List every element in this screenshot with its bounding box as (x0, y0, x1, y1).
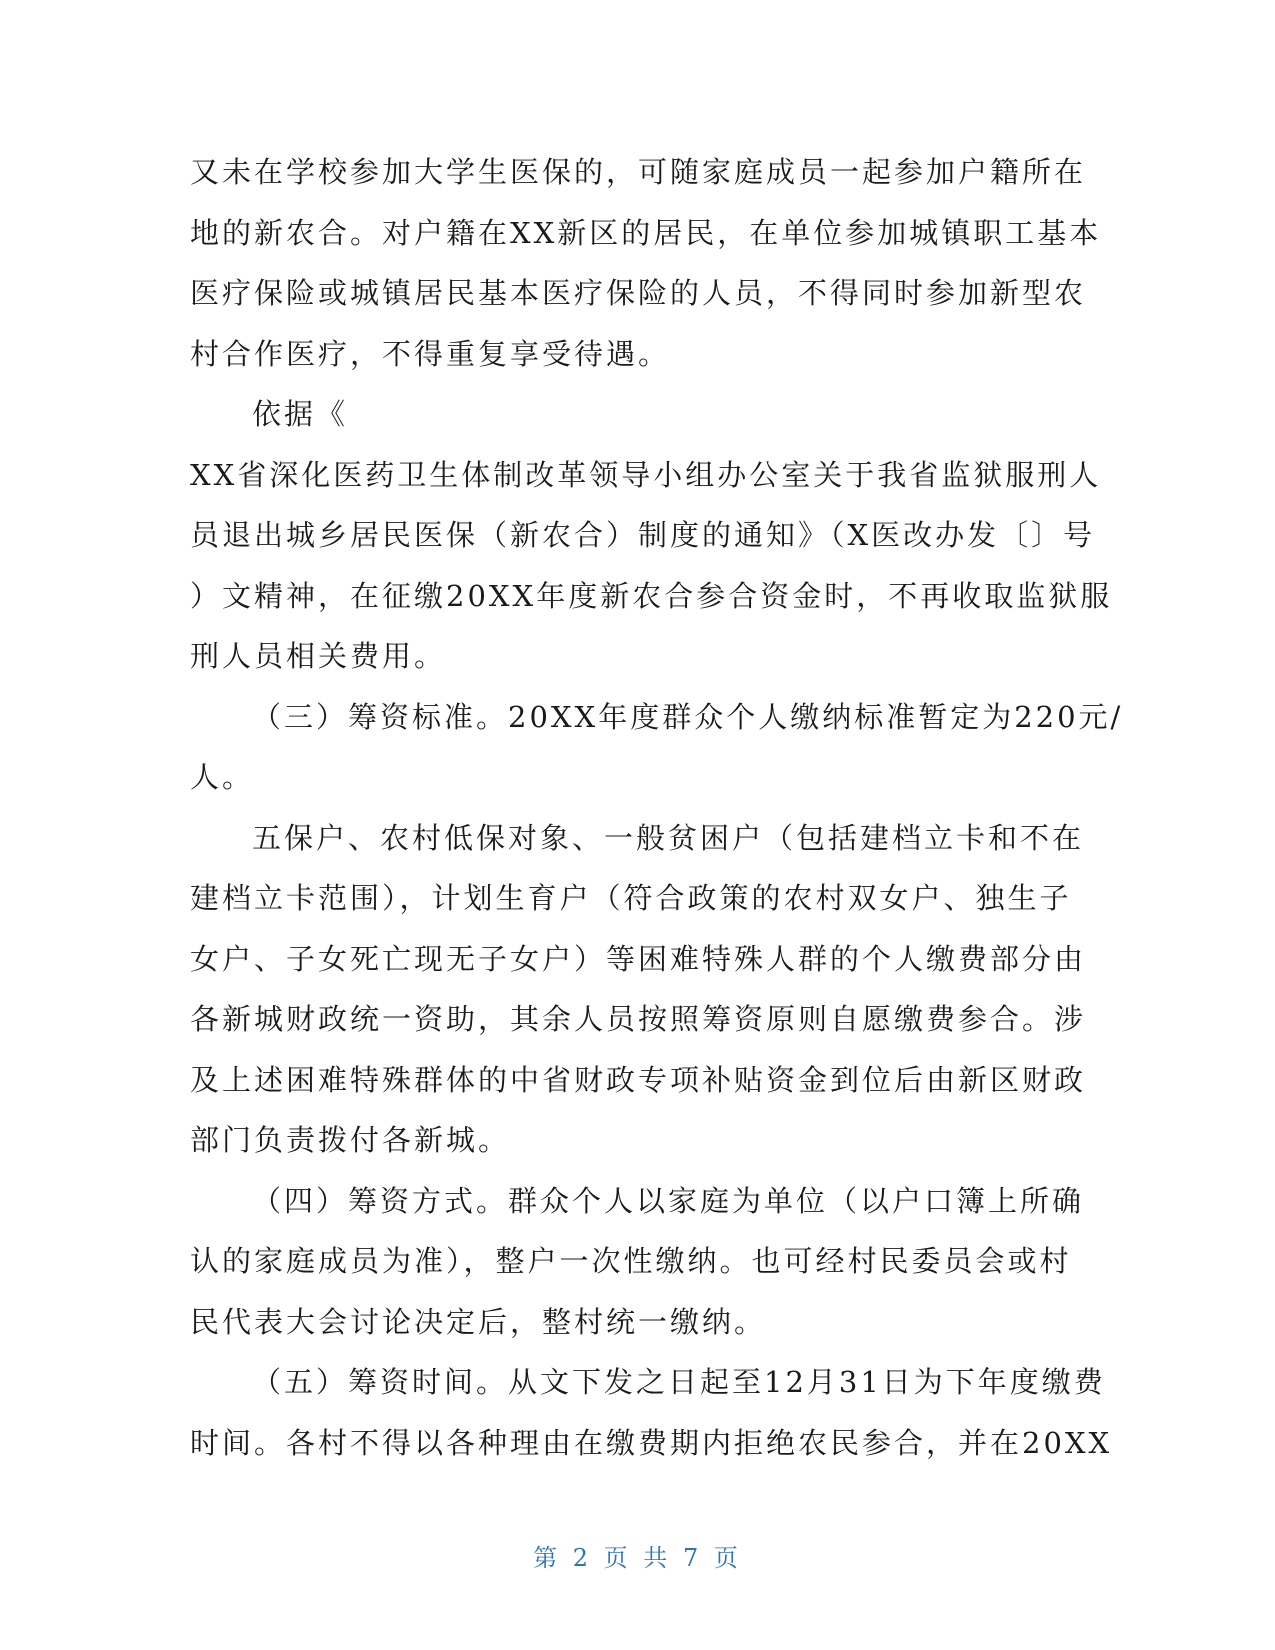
text-line: 依据《 (252, 397, 349, 431)
text-line: 时间。各村不得以各种理由在缴费期内拒绝农民参合，并在20XX (190, 1425, 1113, 1460)
text-line: 员退出城乡居民医保（新农合）制度的通知》（X医改办发〔〕号 (190, 518, 1096, 552)
text-line: 部门负责拨付各新城。 (190, 1123, 511, 1157)
text-line: 村合作医疗，不得重复享受待遇。 (190, 336, 671, 371)
text-line: （五）筹资时间。从文下发之日起至12月31日为下年度缴费 (252, 1365, 1106, 1399)
text-line: （四）筹资方式。群众个人以家庭为单位（以户口簿上所确 (252, 1183, 1085, 1218)
text-line: 人。 (190, 760, 255, 794)
text-line: 医疗保险或城镇居民基本医疗保险的人员，不得同时参加新型农 (190, 276, 1087, 310)
text-line: 认的家庭成员为准），整户一次性缴纳。也可经村民委员会或村 (190, 1244, 1072, 1278)
text-line: 女户、子女死亡现无子女户）等困难特殊人群的个人缴费部分由 (190, 941, 1087, 976)
text-line: 民代表大会讨论决定后，整村统一缴纳。 (190, 1304, 767, 1339)
text-line: 五保户、农村低保对象、一般贫困户（包括建档立卡和不在 (252, 820, 1085, 855)
text-line: 建档立卡范围），计划生育户（符合政策的农村双女户、独生子 (190, 881, 1072, 915)
page-number-footer: 第 2 页 共 7 页 (533, 1544, 742, 1572)
text-line: 地的新农合。对户籍在XX新区的居民，在单位参加城镇职工基本 (190, 215, 1102, 250)
document-body (190, 142, 1124, 1473)
text-line: XX省深化医药卫生体制改革领导小组办公室关于我省监狱服刑人 (190, 457, 1102, 492)
text-line: （三）筹资标准。20XX年度群众个人缴纳标准暂定为220元/ (252, 699, 1124, 734)
text-line: 及上述困难特殊群体的中省财政专项补贴资金到位后由新区财政 (190, 1062, 1087, 1097)
text-line: 又未在学校参加大学生医保的，可随家庭成员一起参加户籍所在 (190, 155, 1087, 189)
text-line: 刑人员相关费用。 (190, 639, 447, 673)
text-line: ）文精神，在征缴20XX年度新农合参合资金时，不再收取监狱服 (190, 578, 1113, 613)
text-line: 各新城财政统一资助，其余人员按照筹资原则自愿缴费参合。涉 (190, 1002, 1087, 1036)
